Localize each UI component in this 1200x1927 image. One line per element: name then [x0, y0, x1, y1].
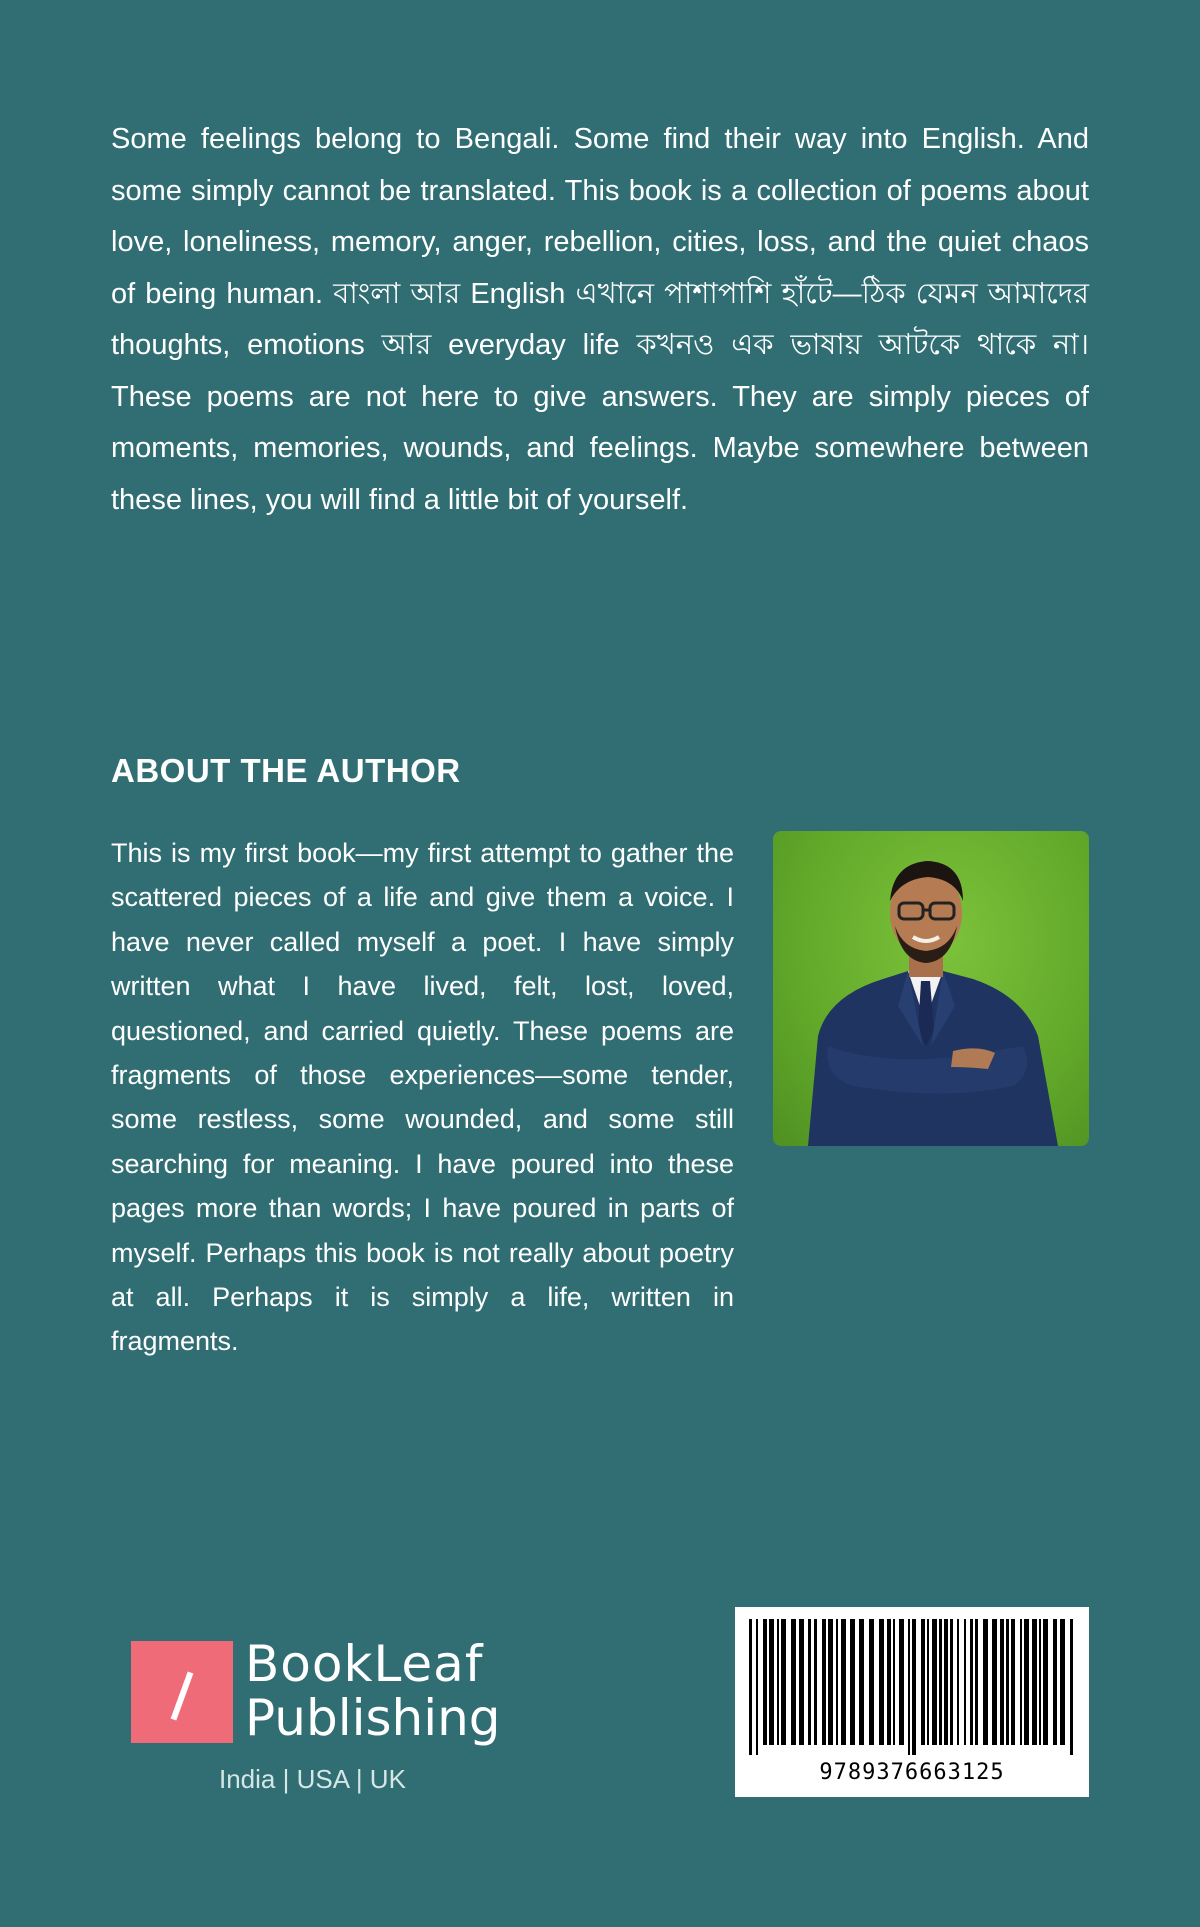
barcode-bar	[808, 1619, 811, 1745]
barcode-bar	[1039, 1619, 1041, 1745]
barcode-bar	[1060, 1619, 1065, 1745]
publisher-name-line1: BookLeaf	[245, 1635, 484, 1693]
barcode-bar	[944, 1619, 948, 1745]
barcode-bar	[970, 1619, 973, 1745]
barcode-bar	[822, 1619, 826, 1745]
isbn-barcode	[735, 1607, 1089, 1797]
barcode-bar	[950, 1619, 953, 1745]
barcode-bar	[763, 1619, 767, 1745]
barcode-bar	[908, 1619, 910, 1755]
barcode-bar	[921, 1619, 925, 1745]
barcode-bar	[777, 1619, 779, 1745]
author-photo	[773, 831, 1089, 1146]
publisher-regions: India | USA | UK	[219, 1764, 406, 1794]
barcode-bar	[1053, 1619, 1057, 1745]
barcode-bar	[1011, 1619, 1015, 1745]
barcode-bars-icon	[747, 1619, 1077, 1755]
barcode-bar	[899, 1619, 904, 1745]
barcode-bar	[841, 1619, 846, 1745]
barcode-bar	[964, 1619, 966, 1745]
barcode-bar	[828, 1619, 833, 1745]
publisher-name-line2: Publishing	[245, 1689, 501, 1747]
back-cover-blurb: Some feelings belong to Bengali. Some find their way into English. And some simply cannot be translated. This book is a collection of poems about love, loneliness, memory, anger, rebellion, cities, loss, and the quiet chaos of being human. বাংলা আর English এখানে পাশাপাশি হাঁটে—ঠিক যেমন আমাদের thoughts, emotions আর everyday life কখনও এক ভাষায় আটকে থাকে না। These poems are not here to give answers. They are simply pieces of moments, memories, wounds, and feelings. Maybe somewhere between these lines, you will find a little bit of yourself.	[111, 123, 1089, 516]
barcode-bar	[769, 1619, 774, 1745]
barcode-bar	[957, 1619, 959, 1745]
barcode-bar	[939, 1619, 942, 1745]
barcode-bar	[1006, 1619, 1009, 1745]
barcode-bar	[932, 1619, 937, 1745]
barcode-bar	[893, 1619, 895, 1745]
bookleaf-mark-icon	[131, 1641, 233, 1743]
barcode-bar	[912, 1619, 916, 1755]
barcode-bar	[1020, 1619, 1022, 1745]
barcode-bar	[756, 1619, 758, 1755]
barcode-bar	[1043, 1619, 1048, 1745]
barcode-bar	[749, 1619, 752, 1755]
barcode-bar	[781, 1619, 786, 1745]
barcode-bar	[992, 1619, 997, 1745]
barcode-bar	[887, 1619, 891, 1745]
barcode-bar	[879, 1619, 884, 1745]
about-the-author-heading: ABOUT THE AUTHOR	[111, 752, 461, 789]
barcode-bar	[869, 1619, 874, 1745]
barcode-bar	[799, 1619, 804, 1745]
barcode-bar	[791, 1619, 796, 1745]
barcode-bar	[1024, 1619, 1029, 1745]
barcode-bar	[1070, 1619, 1073, 1755]
barcode-bar	[983, 1619, 988, 1745]
barcode-bar	[975, 1619, 978, 1745]
barcode-bar	[814, 1619, 817, 1745]
barcode-bar	[1032, 1619, 1037, 1745]
barcode-bar	[859, 1619, 864, 1745]
publisher-logo	[131, 1635, 531, 1798]
barcode-bar	[1000, 1619, 1004, 1745]
barcode-bar	[836, 1619, 838, 1745]
author-bio: This is my first book—my first attempt to gather the scattered pieces of a life and give them a voice. I have never called myself a poet. I have simply written what I have lived, felt, lost, loved, questioned, and carried quietly. These poems are fragments of those experiences—some tender, some restless, some wounded, and some still searching for meaning. I have poured into these pages more than words; I have poured in parts of myself. Perhaps this book is not really about poetry at all. Perhaps it is simply a life, written in fragments.	[111, 838, 734, 1357]
isbn-number: 9789376663125	[819, 1760, 1005, 1785]
barcode-bar	[850, 1619, 855, 1745]
barcode-bar	[927, 1619, 929, 1745]
